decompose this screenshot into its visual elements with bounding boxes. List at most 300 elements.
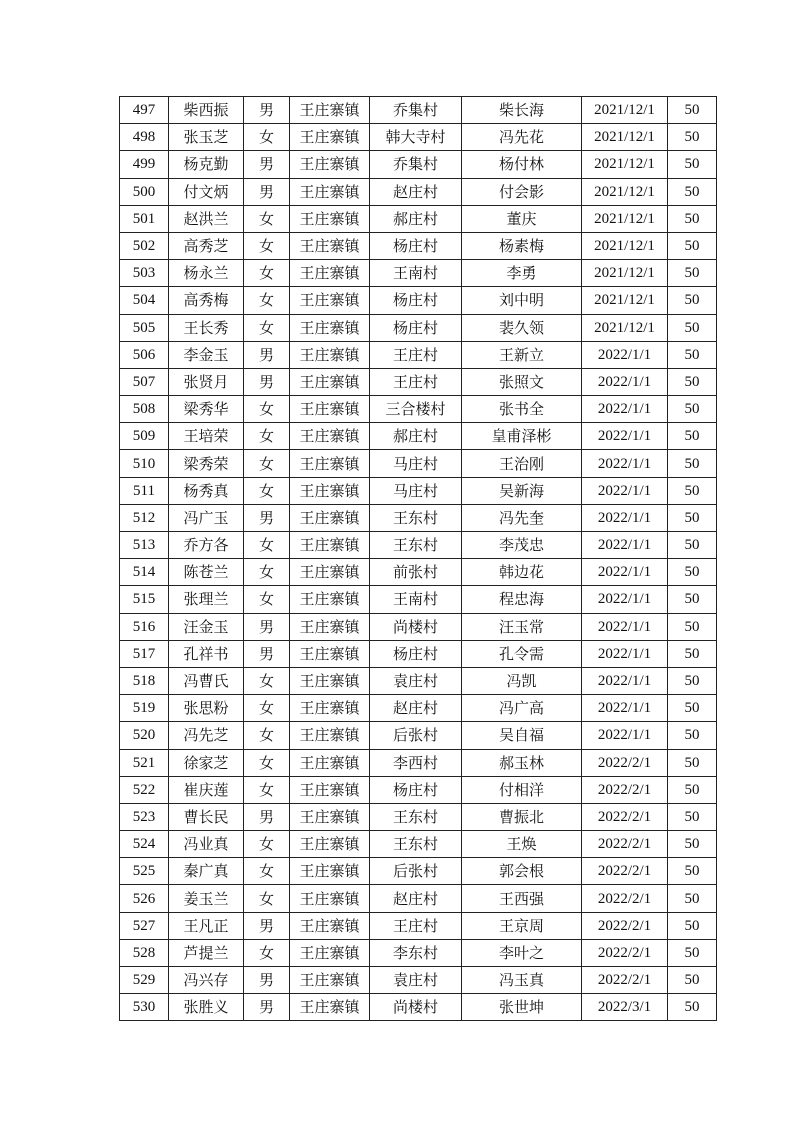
cell-name: 王培荣 xyxy=(169,423,244,450)
cell-row-number: 529 xyxy=(120,967,169,994)
cell-family-contact: 冯玉真 xyxy=(462,967,582,994)
cell-row-number: 504 xyxy=(120,287,169,314)
cell-gender: 女 xyxy=(244,423,290,450)
cell-date: 2022/1/1 xyxy=(582,368,668,395)
cell-town: 王庄寨镇 xyxy=(290,613,370,640)
cell-town: 王庄寨镇 xyxy=(290,260,370,287)
cell-village: 袁庄村 xyxy=(370,967,462,994)
cell-amount: 50 xyxy=(668,667,717,694)
cell-row-number: 502 xyxy=(120,232,169,259)
cell-village: 郝庄村 xyxy=(370,423,462,450)
cell-gender: 男 xyxy=(244,151,290,178)
cell-village: 杨庄村 xyxy=(370,776,462,803)
cell-row-number: 501 xyxy=(120,205,169,232)
cell-row-number: 528 xyxy=(120,939,169,966)
cell-amount: 50 xyxy=(668,450,717,477)
cell-gender: 女 xyxy=(244,939,290,966)
cell-amount: 50 xyxy=(668,967,717,994)
cell-village: 王南村 xyxy=(370,586,462,613)
cell-village: 王庄村 xyxy=(370,368,462,395)
cell-town: 王庄寨镇 xyxy=(290,586,370,613)
cell-row-number: 497 xyxy=(120,97,169,124)
cell-name: 王长秀 xyxy=(169,314,244,341)
cell-amount: 50 xyxy=(668,314,717,341)
cell-date: 2022/1/1 xyxy=(582,423,668,450)
cell-row-number: 512 xyxy=(120,504,169,531)
cell-row-number: 508 xyxy=(120,396,169,423)
cell-gender: 男 xyxy=(244,967,290,994)
cell-amount: 50 xyxy=(668,912,717,939)
cell-date: 2022/1/1 xyxy=(582,667,668,694)
cell-town: 王庄寨镇 xyxy=(290,450,370,477)
table-row xyxy=(120,423,717,450)
cell-village: 乔集村 xyxy=(370,151,462,178)
table-row xyxy=(120,613,717,640)
cell-gender: 女 xyxy=(244,232,290,259)
cell-amount: 50 xyxy=(668,776,717,803)
cell-family-contact: 王京周 xyxy=(462,912,582,939)
cell-amount: 50 xyxy=(668,504,717,531)
cell-gender: 女 xyxy=(244,314,290,341)
cell-gender: 女 xyxy=(244,586,290,613)
cell-amount: 50 xyxy=(668,178,717,205)
cell-name: 高秀芝 xyxy=(169,232,244,259)
cell-amount: 50 xyxy=(668,695,717,722)
cell-amount: 50 xyxy=(668,559,717,586)
cell-village: 尚楼村 xyxy=(370,994,462,1021)
cell-name: 曹长民 xyxy=(169,803,244,830)
cell-town: 王庄寨镇 xyxy=(290,423,370,450)
cell-date: 2022/2/1 xyxy=(582,939,668,966)
cell-family-contact: 冯凯 xyxy=(462,667,582,694)
cell-name: 王凡正 xyxy=(169,912,244,939)
cell-family-contact: 郭会根 xyxy=(462,858,582,885)
cell-date: 2021/12/1 xyxy=(582,151,668,178)
cell-amount: 50 xyxy=(668,994,717,1021)
cell-town: 王庄寨镇 xyxy=(290,396,370,423)
cell-amount: 50 xyxy=(668,205,717,232)
cell-village: 王庄村 xyxy=(370,341,462,368)
table-row xyxy=(120,205,717,232)
cell-town: 王庄寨镇 xyxy=(290,368,370,395)
cell-village: 王东村 xyxy=(370,504,462,531)
cell-gender: 女 xyxy=(244,885,290,912)
cell-family-contact: 曹振北 xyxy=(462,803,582,830)
table-row xyxy=(120,831,717,858)
cell-date: 2022/1/1 xyxy=(582,504,668,531)
cell-date: 2022/2/1 xyxy=(582,885,668,912)
cell-amount: 50 xyxy=(668,151,717,178)
roster-body xyxy=(120,97,717,1021)
cell-name: 乔方各 xyxy=(169,532,244,559)
cell-town: 王庄寨镇 xyxy=(290,967,370,994)
cell-gender: 男 xyxy=(244,613,290,640)
cell-date: 2022/1/1 xyxy=(582,559,668,586)
table-row xyxy=(120,477,717,504)
cell-date: 2022/1/1 xyxy=(582,532,668,559)
cell-name: 冯曹氏 xyxy=(169,667,244,694)
cell-town: 王庄寨镇 xyxy=(290,477,370,504)
cell-date: 2022/2/1 xyxy=(582,749,668,776)
cell-gender: 男 xyxy=(244,97,290,124)
cell-town: 王庄寨镇 xyxy=(290,885,370,912)
cell-town: 王庄寨镇 xyxy=(290,640,370,667)
cell-row-number: 511 xyxy=(120,477,169,504)
cell-town: 王庄寨镇 xyxy=(290,858,370,885)
cell-date: 2022/1/1 xyxy=(582,613,668,640)
cell-name: 张胜义 xyxy=(169,994,244,1021)
cell-name: 姜玉兰 xyxy=(169,885,244,912)
cell-family-contact: 张照文 xyxy=(462,368,582,395)
cell-amount: 50 xyxy=(668,341,717,368)
cell-name: 李金玉 xyxy=(169,341,244,368)
cell-row-number: 527 xyxy=(120,912,169,939)
cell-row-number: 503 xyxy=(120,260,169,287)
cell-date: 2022/2/1 xyxy=(582,776,668,803)
cell-amount: 50 xyxy=(668,477,717,504)
cell-date: 2022/1/1 xyxy=(582,450,668,477)
table-row xyxy=(120,341,717,368)
cell-family-contact: 冯广高 xyxy=(462,695,582,722)
cell-family-contact: 汪玉常 xyxy=(462,613,582,640)
cell-gender: 女 xyxy=(244,124,290,151)
cell-row-number: 514 xyxy=(120,559,169,586)
cell-date: 2021/12/1 xyxy=(582,314,668,341)
cell-row-number: 510 xyxy=(120,450,169,477)
cell-row-number: 524 xyxy=(120,831,169,858)
cell-date: 2022/1/1 xyxy=(582,695,668,722)
cell-family-contact: 冯先花 xyxy=(462,124,582,151)
cell-family-contact: 杨素梅 xyxy=(462,232,582,259)
cell-town: 王庄寨镇 xyxy=(290,695,370,722)
cell-row-number: 505 xyxy=(120,314,169,341)
cell-village: 尚楼村 xyxy=(370,613,462,640)
cell-name: 徐家芝 xyxy=(169,749,244,776)
cell-amount: 50 xyxy=(668,124,717,151)
cell-town: 王庄寨镇 xyxy=(290,287,370,314)
cell-date: 2021/12/1 xyxy=(582,260,668,287)
cell-amount: 50 xyxy=(668,939,717,966)
cell-village: 马庄村 xyxy=(370,477,462,504)
cell-town: 王庄寨镇 xyxy=(290,667,370,694)
table-row xyxy=(120,314,717,341)
cell-date: 2022/1/1 xyxy=(582,640,668,667)
cell-row-number: 499 xyxy=(120,151,169,178)
cell-gender: 女 xyxy=(244,450,290,477)
cell-village: 杨庄村 xyxy=(370,314,462,341)
cell-village: 韩大寺村 xyxy=(370,124,462,151)
cell-village: 李西村 xyxy=(370,749,462,776)
cell-name: 张理兰 xyxy=(169,586,244,613)
cell-village: 杨庄村 xyxy=(370,232,462,259)
cell-row-number: 530 xyxy=(120,994,169,1021)
cell-amount: 50 xyxy=(668,423,717,450)
cell-name: 梁秀华 xyxy=(169,396,244,423)
cell-row-number: 522 xyxy=(120,776,169,803)
table-row xyxy=(120,396,717,423)
cell-town: 王庄寨镇 xyxy=(290,151,370,178)
cell-town: 王庄寨镇 xyxy=(290,504,370,531)
table-row xyxy=(120,776,717,803)
cell-family-contact: 付相洋 xyxy=(462,776,582,803)
cell-gender: 男 xyxy=(244,994,290,1021)
cell-amount: 50 xyxy=(668,831,717,858)
cell-amount: 50 xyxy=(668,396,717,423)
cell-date: 2022/3/1 xyxy=(582,994,668,1021)
cell-town: 王庄寨镇 xyxy=(290,749,370,776)
cell-date: 2021/12/1 xyxy=(582,232,668,259)
cell-gender: 女 xyxy=(244,749,290,776)
cell-row-number: 517 xyxy=(120,640,169,667)
cell-family-contact: 杨付林 xyxy=(462,151,582,178)
cell-gender: 女 xyxy=(244,559,290,586)
table-row xyxy=(120,504,717,531)
cell-town: 王庄寨镇 xyxy=(290,178,370,205)
cell-family-contact: 李茂忠 xyxy=(462,532,582,559)
cell-family-contact: 刘中明 xyxy=(462,287,582,314)
table-row xyxy=(120,368,717,395)
cell-family-contact: 吴新海 xyxy=(462,477,582,504)
cell-name: 秦广真 xyxy=(169,858,244,885)
cell-village: 马庄村 xyxy=(370,450,462,477)
table-row xyxy=(120,667,717,694)
cell-row-number: 500 xyxy=(120,178,169,205)
cell-gender: 女 xyxy=(244,858,290,885)
cell-family-contact: 皇甫泽彬 xyxy=(462,423,582,450)
table-row xyxy=(120,124,717,151)
cell-town: 王庄寨镇 xyxy=(290,803,370,830)
table-row xyxy=(120,640,717,667)
table-row xyxy=(120,450,717,477)
cell-row-number: 525 xyxy=(120,858,169,885)
table-row xyxy=(120,722,717,749)
cell-date: 2022/1/1 xyxy=(582,477,668,504)
cell-amount: 50 xyxy=(668,260,717,287)
cell-family-contact: 李勇 xyxy=(462,260,582,287)
cell-village: 郝庄村 xyxy=(370,205,462,232)
cell-family-contact: 付会影 xyxy=(462,178,582,205)
cell-row-number: 507 xyxy=(120,368,169,395)
cell-date: 2021/12/1 xyxy=(582,287,668,314)
cell-village: 袁庄村 xyxy=(370,667,462,694)
cell-gender: 女 xyxy=(244,722,290,749)
cell-row-number: 506 xyxy=(120,341,169,368)
cell-town: 王庄寨镇 xyxy=(290,722,370,749)
table-row xyxy=(120,994,717,1021)
table-row xyxy=(120,695,717,722)
cell-village: 杨庄村 xyxy=(370,640,462,667)
cell-gender: 男 xyxy=(244,341,290,368)
cell-gender: 男 xyxy=(244,504,290,531)
cell-date: 2021/12/1 xyxy=(582,97,668,124)
cell-row-number: 515 xyxy=(120,586,169,613)
cell-town: 王庄寨镇 xyxy=(290,97,370,124)
cell-row-number: 518 xyxy=(120,667,169,694)
cell-row-number: 509 xyxy=(120,423,169,450)
cell-village: 杨庄村 xyxy=(370,287,462,314)
cell-village: 王东村 xyxy=(370,831,462,858)
table-row xyxy=(120,151,717,178)
cell-amount: 50 xyxy=(668,640,717,667)
cell-name: 冯先芝 xyxy=(169,722,244,749)
cell-town: 王庄寨镇 xyxy=(290,532,370,559)
cell-family-contact: 裴久领 xyxy=(462,314,582,341)
cell-gender: 女 xyxy=(244,287,290,314)
cell-family-contact: 吴自福 xyxy=(462,722,582,749)
cell-gender: 女 xyxy=(244,396,290,423)
cell-amount: 50 xyxy=(668,232,717,259)
cell-name: 张玉芝 xyxy=(169,124,244,151)
cell-amount: 50 xyxy=(668,287,717,314)
cell-amount: 50 xyxy=(668,368,717,395)
cell-village: 赵庄村 xyxy=(370,885,462,912)
cell-family-contact: 王新立 xyxy=(462,341,582,368)
cell-gender: 女 xyxy=(244,205,290,232)
cell-amount: 50 xyxy=(668,803,717,830)
table-row xyxy=(120,803,717,830)
cell-amount: 50 xyxy=(668,532,717,559)
cell-amount: 50 xyxy=(668,613,717,640)
table-row xyxy=(120,287,717,314)
cell-village: 前张村 xyxy=(370,559,462,586)
cell-town: 王庄寨镇 xyxy=(290,939,370,966)
table-row xyxy=(120,967,717,994)
table-row xyxy=(120,559,717,586)
cell-date: 2022/2/1 xyxy=(582,967,668,994)
cell-gender: 女 xyxy=(244,260,290,287)
cell-family-contact: 柴长海 xyxy=(462,97,582,124)
cell-town: 王庄寨镇 xyxy=(290,912,370,939)
cell-gender: 男 xyxy=(244,803,290,830)
cell-row-number: 521 xyxy=(120,749,169,776)
cell-name: 汪金玉 xyxy=(169,613,244,640)
cell-amount: 50 xyxy=(668,749,717,776)
cell-row-number: 523 xyxy=(120,803,169,830)
cell-gender: 女 xyxy=(244,532,290,559)
table-row xyxy=(120,178,717,205)
cell-name: 张贤月 xyxy=(169,368,244,395)
cell-amount: 50 xyxy=(668,885,717,912)
table-row xyxy=(120,749,717,776)
cell-amount: 50 xyxy=(668,586,717,613)
cell-name: 杨永兰 xyxy=(169,260,244,287)
cell-date: 2022/2/1 xyxy=(582,858,668,885)
table-row xyxy=(120,912,717,939)
cell-family-contact: 冯先奎 xyxy=(462,504,582,531)
cell-family-contact: 张世坤 xyxy=(462,994,582,1021)
table-row xyxy=(120,97,717,124)
cell-date: 2022/2/1 xyxy=(582,803,668,830)
cell-gender: 女 xyxy=(244,695,290,722)
cell-amount: 50 xyxy=(668,97,717,124)
cell-date: 2022/2/1 xyxy=(582,912,668,939)
cell-town: 王庄寨镇 xyxy=(290,314,370,341)
cell-village: 乔集村 xyxy=(370,97,462,124)
cell-name: 高秀梅 xyxy=(169,287,244,314)
cell-family-contact: 程忠海 xyxy=(462,586,582,613)
cell-date: 2021/12/1 xyxy=(582,205,668,232)
cell-date: 2022/1/1 xyxy=(582,341,668,368)
cell-name: 柴西振 xyxy=(169,97,244,124)
table-row xyxy=(120,260,717,287)
cell-family-contact: 韩边花 xyxy=(462,559,582,586)
cell-village: 后张村 xyxy=(370,858,462,885)
cell-town: 王庄寨镇 xyxy=(290,341,370,368)
cell-name: 冯业真 xyxy=(169,831,244,858)
cell-family-contact: 王治刚 xyxy=(462,450,582,477)
cell-name: 崔庆莲 xyxy=(169,776,244,803)
cell-row-number: 498 xyxy=(120,124,169,151)
cell-village: 赵庄村 xyxy=(370,695,462,722)
cell-row-number: 519 xyxy=(120,695,169,722)
roster-table xyxy=(119,96,717,1021)
cell-town: 王庄寨镇 xyxy=(290,559,370,586)
cell-town: 王庄寨镇 xyxy=(290,994,370,1021)
table-row xyxy=(120,586,717,613)
cell-family-contact: 李叶之 xyxy=(462,939,582,966)
cell-name: 冯广玉 xyxy=(169,504,244,531)
cell-village: 赵庄村 xyxy=(370,178,462,205)
cell-town: 王庄寨镇 xyxy=(290,124,370,151)
cell-family-contact: 郝玉林 xyxy=(462,749,582,776)
cell-amount: 50 xyxy=(668,858,717,885)
cell-town: 王庄寨镇 xyxy=(290,776,370,803)
cell-name: 孔祥书 xyxy=(169,640,244,667)
cell-row-number: 526 xyxy=(120,885,169,912)
cell-date: 2022/1/1 xyxy=(582,586,668,613)
cell-village: 王东村 xyxy=(370,532,462,559)
cell-name: 杨秀真 xyxy=(169,477,244,504)
cell-gender: 男 xyxy=(244,368,290,395)
cell-name: 冯兴存 xyxy=(169,967,244,994)
cell-name: 付文炳 xyxy=(169,178,244,205)
cell-row-number: 516 xyxy=(120,613,169,640)
cell-date: 2022/2/1 xyxy=(582,831,668,858)
cell-name: 杨克勤 xyxy=(169,151,244,178)
cell-name: 张思粉 xyxy=(169,695,244,722)
table-row xyxy=(120,939,717,966)
cell-town: 王庄寨镇 xyxy=(290,831,370,858)
cell-gender: 男 xyxy=(244,640,290,667)
cell-family-contact: 董庆 xyxy=(462,205,582,232)
table-row xyxy=(120,885,717,912)
cell-village: 李东村 xyxy=(370,939,462,966)
cell-family-contact: 孔令需 xyxy=(462,640,582,667)
cell-town: 王庄寨镇 xyxy=(290,232,370,259)
cell-village: 后张村 xyxy=(370,722,462,749)
cell-date: 2021/12/1 xyxy=(582,124,668,151)
table-row xyxy=(120,532,717,559)
cell-family-contact: 张书全 xyxy=(462,396,582,423)
cell-gender: 女 xyxy=(244,776,290,803)
cell-amount: 50 xyxy=(668,722,717,749)
cell-name: 梁秀荣 xyxy=(169,450,244,477)
table-row xyxy=(120,858,717,885)
cell-village: 三合楼村 xyxy=(370,396,462,423)
cell-family-contact: 王西强 xyxy=(462,885,582,912)
cell-row-number: 513 xyxy=(120,532,169,559)
cell-date: 2021/12/1 xyxy=(582,178,668,205)
cell-gender: 女 xyxy=(244,831,290,858)
cell-village: 王东村 xyxy=(370,803,462,830)
cell-town: 王庄寨镇 xyxy=(290,205,370,232)
cell-family-contact: 王焕 xyxy=(462,831,582,858)
cell-name: 赵洪兰 xyxy=(169,205,244,232)
cell-row-number: 520 xyxy=(120,722,169,749)
cell-name: 陈苍兰 xyxy=(169,559,244,586)
cell-gender: 女 xyxy=(244,477,290,504)
cell-name: 芦提兰 xyxy=(169,939,244,966)
